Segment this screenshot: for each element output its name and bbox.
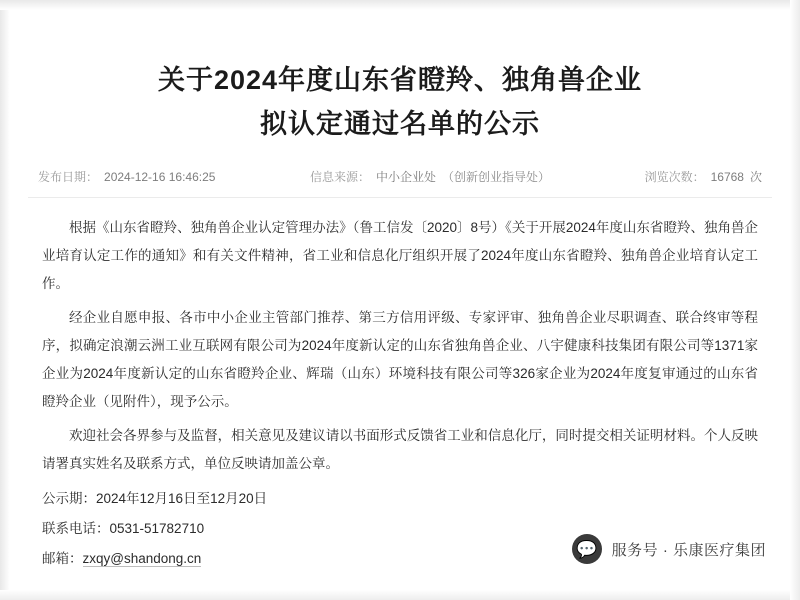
wechat-icon: 💬 (572, 534, 602, 564)
title-line-1: 关于2024年度山东省瞪羚、独角兽企业 (157, 65, 643, 95)
notice-period (42, 484, 758, 514)
source-extra: （创新创业指导处） (442, 170, 551, 184)
paragraph-1: 根据《山东省瞪羚、独角兽企业认定管理办法》（鲁工信发〔2020〕8号）《关于开展2024年度山东省瞪羚、独角兽企业培育认定工作的通知》和有关文件精神，省工业和信息化厅组织开展了2024年度山东省瞪羚、独角兽企业培育认定工作。 (42, 220, 758, 291)
brand-name: 服务号 · 乐康医疗集团 (611, 541, 766, 559)
page-bottom-shade (0, 590, 800, 600)
footer-brand (572, 534, 766, 564)
contact-phone-label: 联系电话： (42, 521, 110, 536)
notice-period-label: 公示期： (42, 491, 96, 506)
views-value: 16768 (710, 170, 744, 184)
views-label: 浏览次数： (644, 170, 705, 184)
views-unit: 次 (749, 170, 762, 184)
page-title (28, 0, 772, 146)
contact-email-label: 邮箱： (42, 551, 83, 566)
view-count (645, 168, 762, 185)
source-label: 信息来源： (310, 170, 371, 184)
publish-date-label: 发布日期： (38, 170, 99, 184)
title-line-2: 拟认定通过名单的公示 (260, 109, 540, 139)
source-value: 中小企业处 (376, 170, 437, 184)
paragraph-3: 欢迎社会各界参与及监督，相关意见及建议请以书面形式反馈省工业和信息化厅，同时提交相关证明材料。个人反映请署真实姓名及联系方式，单位反映请加盖公章。 (42, 428, 758, 471)
paragraph-2: 经企业自愿申报、各市中小企业主管部门推荐、第三方信用评级、专家评审、独角兽企业尽职调查、联合终审等程序，拟确定浪潮云洲工业互联网有限公司为2024年度新认定的山东省独角兽企业、八宇健康科技集团有限公司等1371家企业为2024年度新认定的山东省瞪羚企业、辉瑞（山东）环境科技有限公司等326家企业为2024年度复审通过的山东省瞪羚企业（见附件），现予公示。 (42, 310, 758, 409)
publish-date (38, 168, 215, 185)
notice-period-value: 2024年12月16日至12月20日 (96, 491, 268, 506)
source-info (310, 168, 550, 185)
contact-phone-value: 0531-51782710 (109, 521, 205, 536)
contact-email-link[interactable]: zxqy@shandong.cn (82, 551, 202, 566)
publish-date-value: 2024-12-16 16:46:25 (104, 170, 216, 184)
article-meta-bar (28, 168, 772, 198)
article-body (28, 214, 772, 574)
